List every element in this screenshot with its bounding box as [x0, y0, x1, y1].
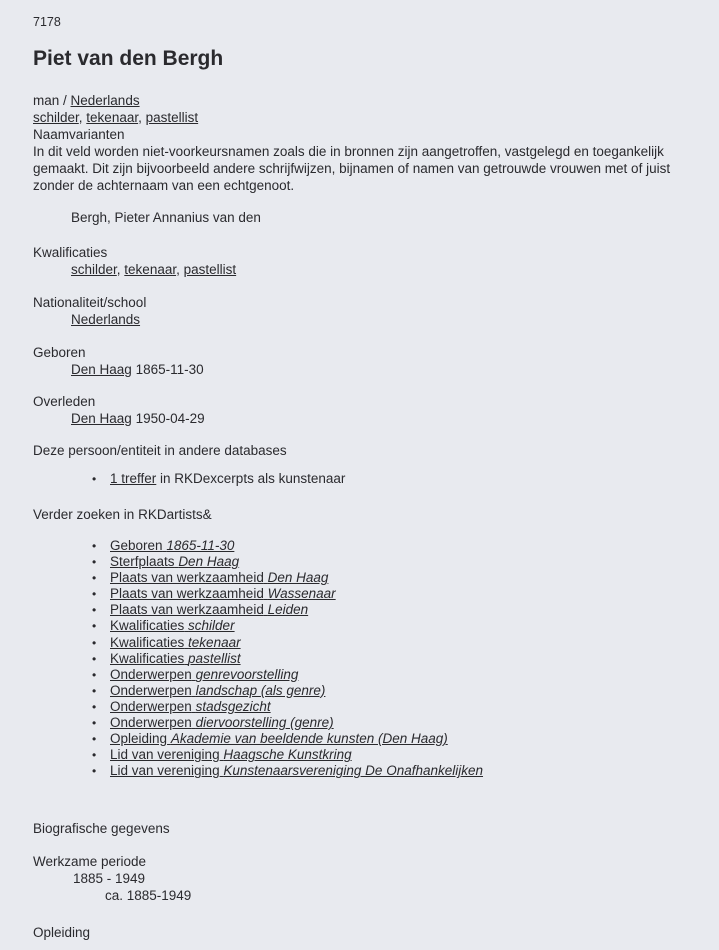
search-link-value: Den Haag: [178, 554, 240, 570]
search-link-prefix: Plaats van werkzaamheid: [110, 602, 264, 618]
search-link-value: Kunstenaarsvereniging De Onafhankelijken: [223, 763, 484, 779]
search-link-value: Haagsche Kunstkring: [223, 747, 352, 763]
qualification-link-pastellist[interactable]: pastellist: [145, 110, 199, 125]
search-link-prefix: Sterfplaats: [110, 554, 175, 570]
search-link-value: Akademie van beeldende kunsten (Den Haag): [170, 731, 448, 747]
search-link-prefix: Geboren: [110, 538, 163, 553]
search-link-value: stadsgezicht: [195, 698, 271, 714]
search-link[interactable]: [110, 602, 308, 617]
search-link-prefix: Lid van vereniging: [110, 763, 220, 779]
search-link-prefix: Kwalificaties: [110, 650, 185, 666]
qualifications-link-pastellist[interactable]: pastellist: [183, 262, 237, 277]
nationality-link[interactable]: Nederlands: [70, 93, 140, 108]
search-item: [92, 715, 483, 731]
died-place-link[interactable]: Den Haag: [71, 411, 132, 426]
search-link-value: 1865-11-30: [166, 538, 235, 553]
born-date: 1865-11-30: [135, 362, 204, 377]
qualification-link-schilder[interactable]: schilder: [33, 110, 79, 125]
summary-line-2: schilder, tekenaar, pastellist: [33, 110, 199, 125]
search-link-prefix: Kwalificaties: [110, 634, 185, 650]
work-period-section: [33, 853, 191, 904]
search-link-value: Den Haag: [267, 570, 329, 586]
search-link[interactable]: [110, 586, 336, 601]
nationality-section: [33, 294, 146, 328]
born-label: Geboren: [33, 345, 86, 360]
qualifications-link-tekenaar[interactable]: tekenaar: [124, 262, 177, 277]
search-link[interactable]: [110, 570, 328, 585]
search-link[interactable]: [110, 635, 241, 650]
nationality-value-link[interactable]: Nederlands: [71, 312, 141, 327]
search-link-value: Leiden: [267, 602, 309, 618]
name-variant-value: Bergh, Pieter Annanius van den: [71, 210, 261, 225]
search-item: [92, 683, 483, 699]
search-link-prefix: Onderwerpen: [110, 666, 192, 682]
search-link-prefix: Onderwerpen: [110, 682, 192, 698]
search-link[interactable]: [110, 651, 241, 666]
died-label: Overleden: [33, 394, 96, 409]
qualifications-values: schilder, tekenaar, pastellist: [71, 262, 237, 277]
summary-block: [33, 92, 673, 194]
search-link-value: Wassenaar: [267, 586, 336, 602]
list-item: [92, 471, 345, 487]
training-label: Opleiding: [33, 925, 91, 940]
search-link[interactable]: [110, 538, 234, 553]
name-variants-label: Naamvarianten: [33, 127, 125, 142]
search-link-value: pastellist: [188, 650, 241, 666]
other-db-list: [92, 471, 345, 487]
page-title: Piet van den Bergh: [33, 47, 224, 70]
search-item: [92, 651, 483, 667]
search-link-prefix: Plaats van werkzaamheid: [110, 586, 264, 602]
work-period-approx: ca. 1885-1949: [105, 888, 192, 903]
search-link-value: diervoorstelling (genre): [195, 715, 334, 731]
name-variants-description: In dit veld worden niet-voorkeursnamen zoals die in bronnen zijn aangetroffen, vastgelegd en toegankelijk gemaakt. Dit zijn bijvoorbeeld andere schrijfwijzen, bijnamen of namen van getrouwde vrouwen met of juist zonder de achternaam van een echtgenoot.: [33, 144, 671, 193]
search-item: [92, 586, 483, 602]
search-link[interactable]: [110, 699, 271, 714]
qualification-link-tekenaar[interactable]: tekenaar: [86, 110, 139, 125]
qualifications-section: [33, 244, 236, 278]
work-period-range: 1885 - 1949: [73, 871, 146, 886]
search-link-prefix: Onderwerpen: [110, 715, 192, 731]
died-section: [33, 393, 205, 427]
search-link-prefix: Plaats van werkzaamheid: [110, 570, 264, 586]
search-link[interactable]: [110, 683, 325, 698]
search-link-prefix: Onderwerpen: [110, 698, 192, 714]
search-item: [92, 538, 483, 554]
search-link-value: schilder: [188, 618, 235, 634]
search-link-prefix: Kwalificaties: [110, 618, 185, 634]
nationality-label: Nationaliteit/school: [33, 295, 147, 310]
other-db-rest: in RKDexcerpts als kunstenaar: [156, 471, 346, 486]
search-link[interactable]: [110, 618, 235, 633]
summary-separator: /: [59, 93, 71, 108]
search-label: Verder zoeken in RKDartists&: [33, 507, 212, 522]
search-item: [92, 570, 483, 586]
work-period-label: Werkzame periode: [33, 854, 147, 869]
died-date: 1950-04-29: [135, 411, 205, 426]
born-place-link[interactable]: Den Haag: [71, 362, 132, 377]
bio-label: Biografische gegevens: [33, 821, 170, 836]
search-link[interactable]: [110, 731, 448, 746]
search-item: [92, 699, 483, 715]
search-item: [92, 667, 483, 683]
summary-line-1: [33, 92, 673, 109]
search-item: [92, 554, 483, 570]
search-link-value: tekenaar: [188, 634, 241, 650]
search-link[interactable]: [110, 715, 334, 730]
search-link-prefix: Lid van vereniging: [110, 747, 220, 763]
record-id: 7178: [33, 15, 61, 29]
search-link[interactable]: [110, 554, 239, 569]
search-list: [92, 538, 483, 779]
search-link-value: genrevoorstelling: [195, 666, 299, 682]
search-item: [92, 635, 483, 651]
search-item: [92, 602, 483, 618]
search-link-value: landschap (als genre): [195, 682, 326, 698]
search-link[interactable]: [110, 667, 298, 682]
gender: man: [33, 93, 60, 108]
qualifications-link-schilder[interactable]: schilder: [71, 262, 117, 277]
search-link[interactable]: [110, 763, 483, 778]
search-item: [92, 618, 483, 634]
born-section: [33, 344, 204, 378]
search-link[interactable]: [110, 747, 352, 762]
search-item: [92, 731, 483, 747]
search-item: [92, 747, 483, 763]
other-db-link[interactable]: 1 treffer: [110, 471, 157, 486]
search-item: [92, 763, 483, 779]
qualifications-label: Kwalificaties: [33, 245, 108, 260]
other-db-label: Deze persoon/entiteit in andere databases: [33, 443, 287, 458]
search-link-prefix: Opleiding: [110, 731, 168, 747]
